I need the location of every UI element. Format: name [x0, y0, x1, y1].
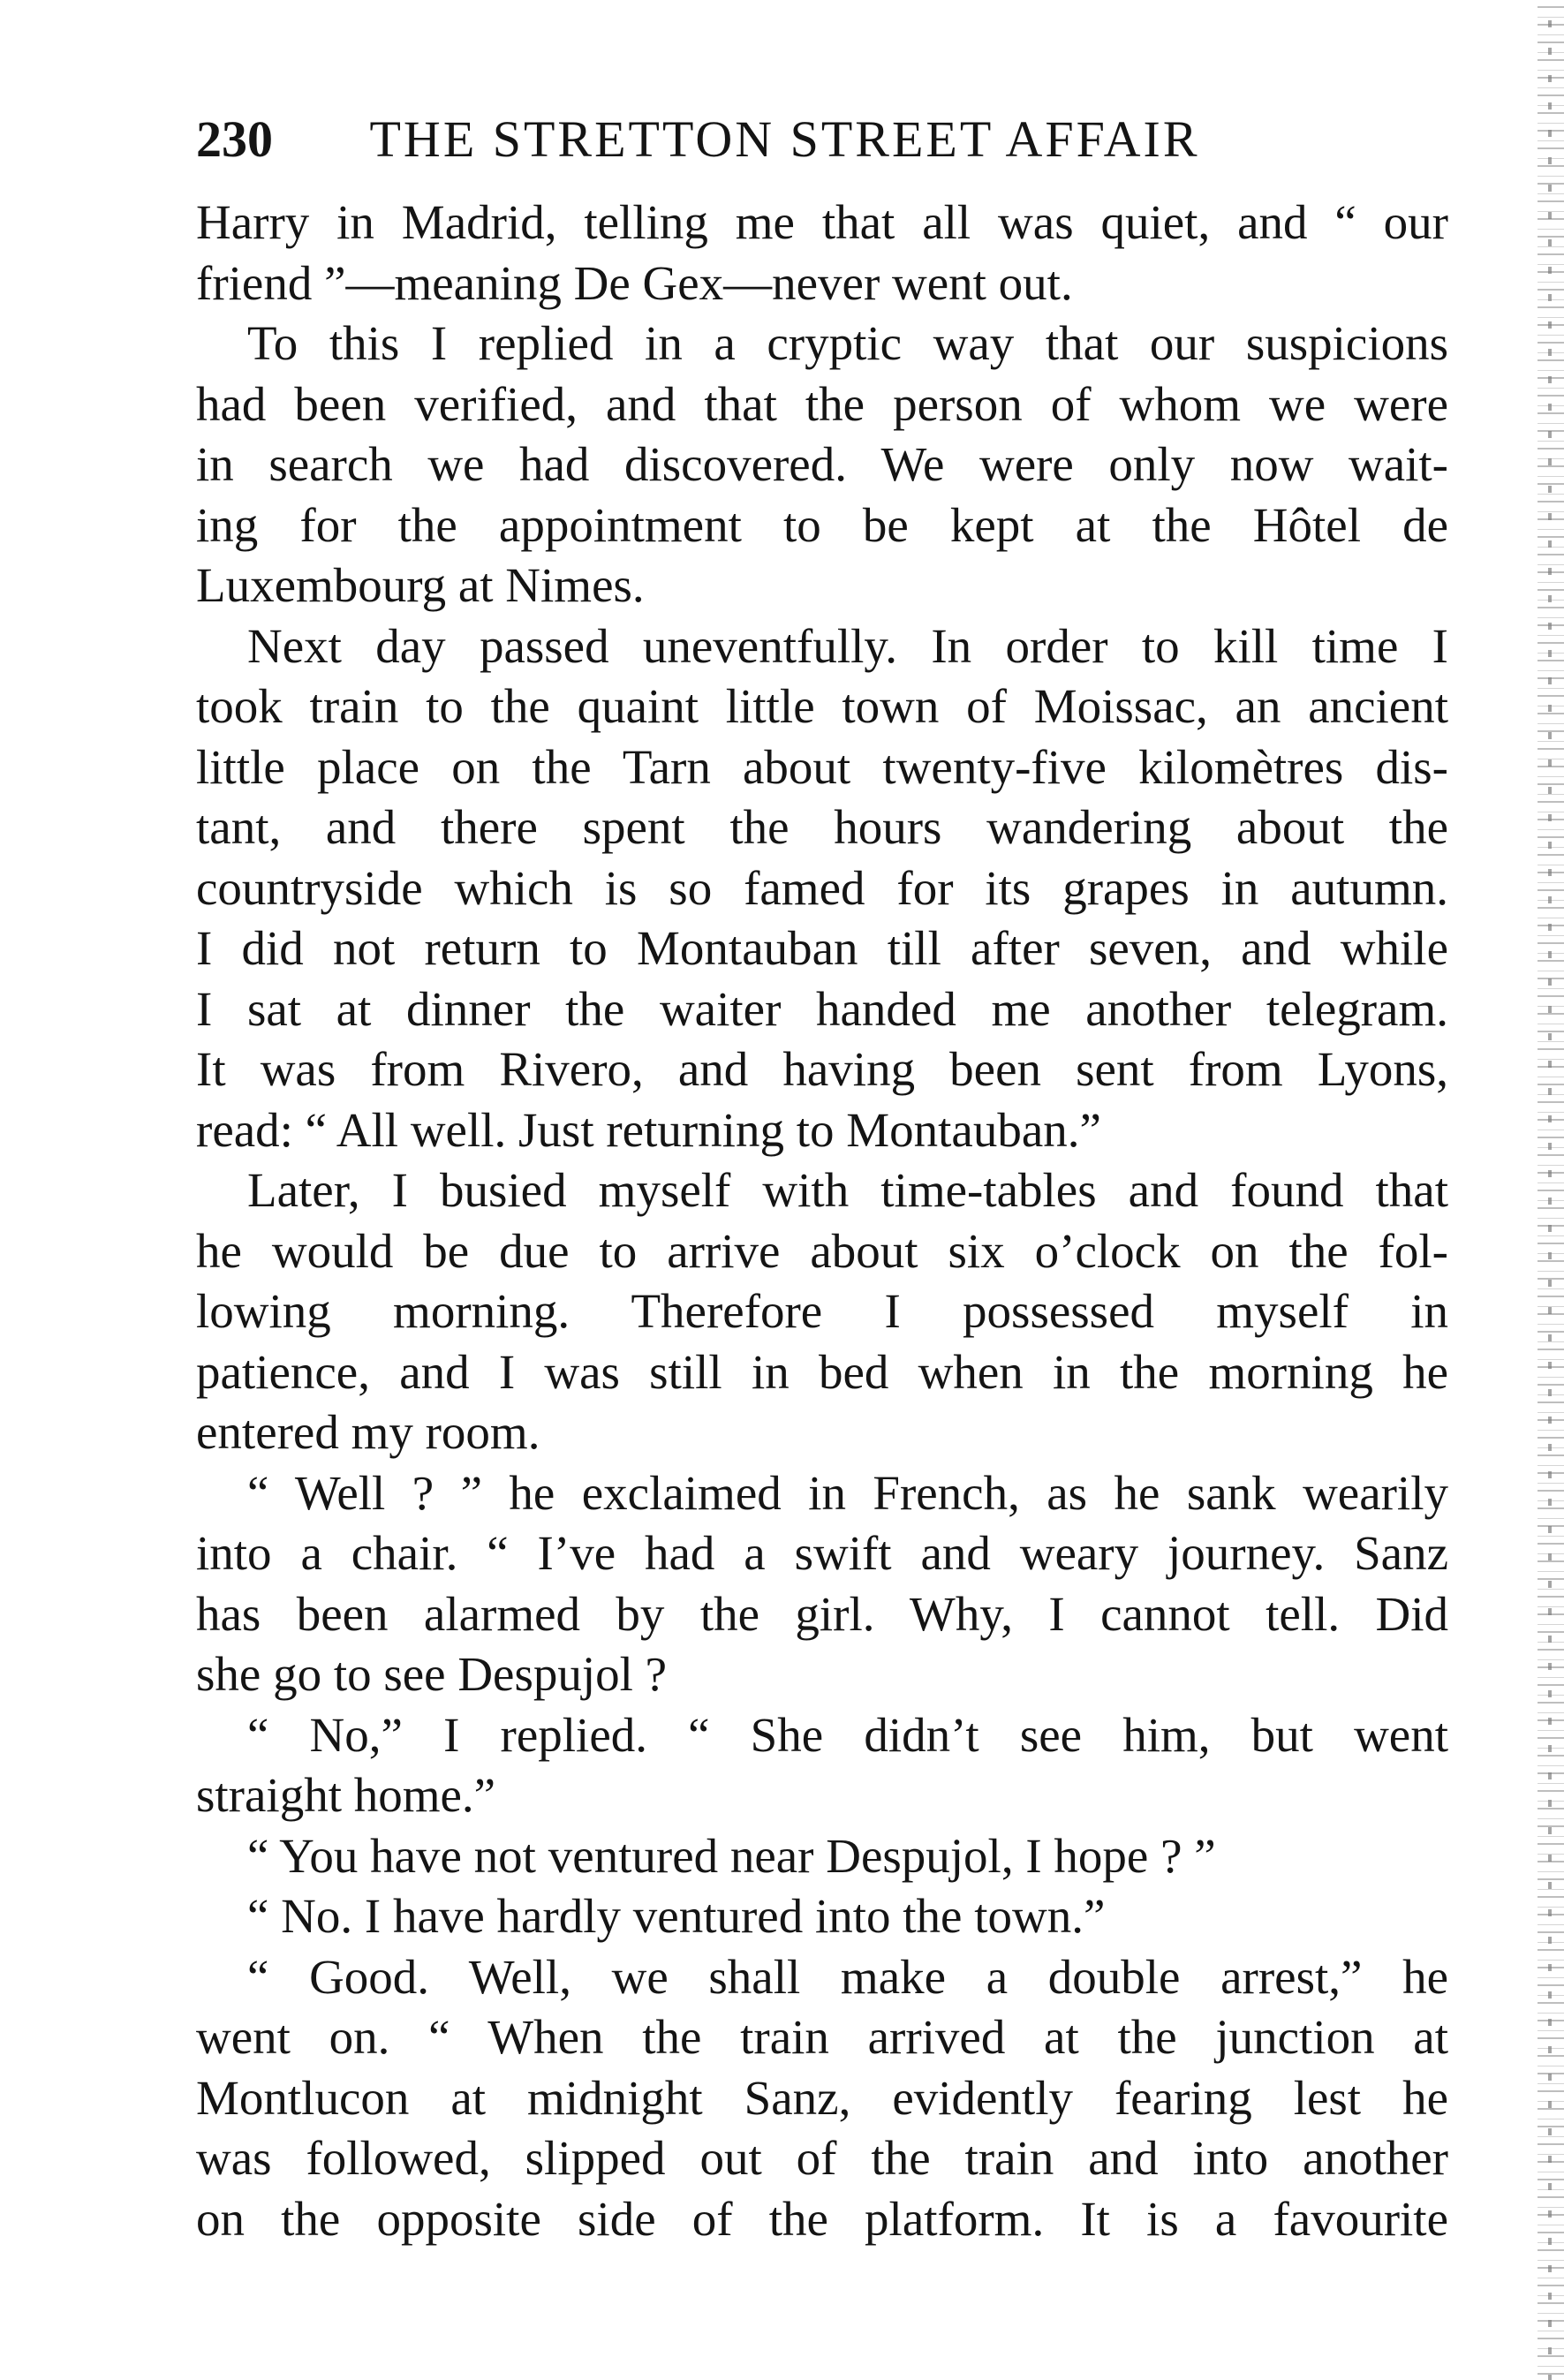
text-line: I did not return to Montauban till after seven, and while: [196, 921, 1448, 975]
text-line: read: “ All well. Just returning to Montauban.”: [196, 1102, 1101, 1157]
text-line: took train to the quaint little town of Moissac, an ancient: [196, 679, 1448, 733]
text-line: “ No,” I replied. “ She didn’t see him, but went: [247, 1707, 1448, 1762]
text-line: “ Well ? ” he exclaimed in French, as he sank wearily: [247, 1465, 1448, 1520]
text-line: tant, and there spent the hours wandering about the: [196, 800, 1448, 854]
text-line: lowing morning. Therefore I possessed myself in: [196, 1284, 1448, 1338]
text-line: To this I replied in a cryptic way that our suspicions: [247, 316, 1448, 370]
text-line: “ You have not ventured near Despujol, I hope ? ”: [247, 1828, 1216, 1883]
text-line: “ No. I have hardly ventured into the town.”: [247, 1889, 1106, 1943]
running-head: THE STRETTON STREET AFFAIR: [369, 110, 1200, 168]
text-line: Harry in Madrid, telling me that all was quiet, and “ our: [196, 195, 1448, 249]
text-line: entered my room.: [196, 1405, 540, 1459]
text-line: in search we had discovered. We were only now wait-: [196, 437, 1448, 491]
text-line: straight home.”: [196, 1768, 496, 1822]
text-line: It was from Rivero, and having been sent from Lyons,: [196, 1042, 1448, 1096]
text-line: Luxembourg at Nimes.: [196, 558, 645, 612]
text-line: went on. “ When the train arrived at the junction at: [196, 2010, 1448, 2064]
text-line: patience, and I was still in bed when in the morning he: [196, 1344, 1448, 1399]
text-line: little place on the Tarn about twenty-five kilomètres dis-: [196, 739, 1448, 794]
page-number: 230: [196, 110, 273, 168]
text-line: friend ”—meaning De Gex—never went out.: [196, 255, 1073, 310]
text-line: Later, I busied myself with time-tables and found that: [247, 1163, 1448, 1217]
text-line: ing for the appointment to be kept at the Hôtel de: [196, 497, 1448, 552]
text-line: Next day passed uneventfully. In order to kill time I: [247, 618, 1448, 673]
text-line: “ Good. Well, we shall make a double arrest,” he: [247, 1949, 1448, 2004]
text-line: has been alarmed by the girl. Why, I cannot tell. Did: [196, 1586, 1448, 1641]
page-header: [196, 104, 1450, 175]
text-line: he would be due to arrive about six o’clock on the fol-: [196, 1223, 1448, 1278]
text-line: was followed, slipped out of the train and into another: [196, 2131, 1448, 2185]
text-line: Montlucon at midnight Sanz, evidently fearing lest he: [196, 2070, 1448, 2125]
scan-edge-artifact: [1538, 0, 1564, 2380]
body-text: [196, 193, 1448, 2249]
text-line: she go to see Despujol ?: [196, 1647, 668, 1701]
text-line: into a chair. “ I’ve had a swift and weary journey. Sanz: [196, 1526, 1448, 1580]
text-line: had been verified, and that the person of whom we were: [196, 376, 1448, 431]
text-line: on the opposite side of the platform. It is a favourite: [196, 2191, 1448, 2246]
text-line: countryside which is so famed for its grapes in autumn.: [196, 860, 1448, 915]
text-line: I sat at dinner the waiter handed me another telegram.: [196, 981, 1448, 1036]
